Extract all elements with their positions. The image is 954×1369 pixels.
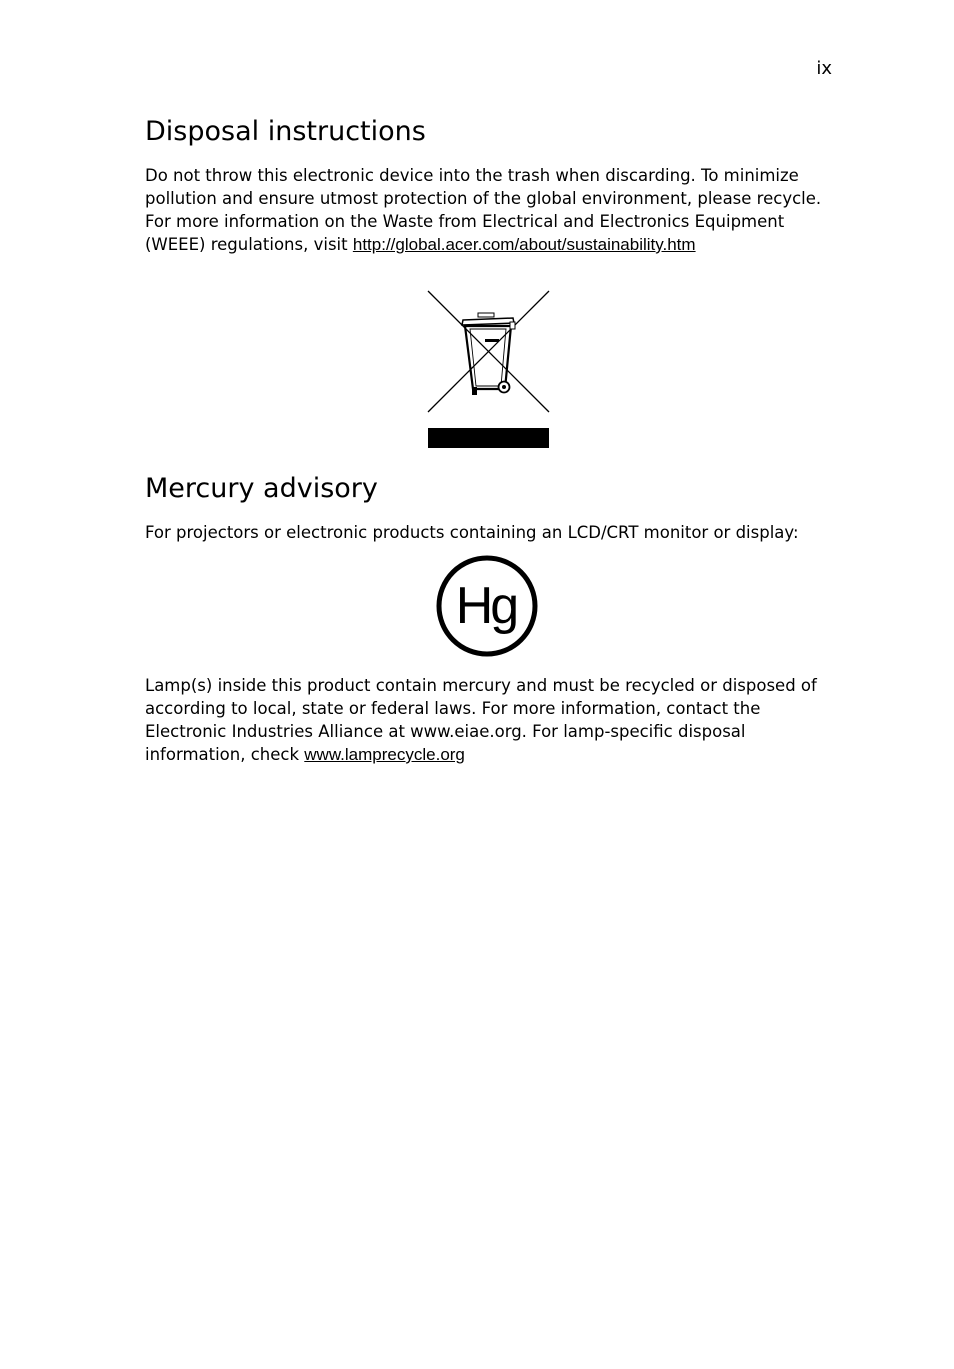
disposal-body-text: Do not throw this electronic device into the trash when discarding. To minimize pollution and ensure utmost protection of the global environment, please recycle. For more information on the Waste from Electrical and Electronics Equipment (WEEE) regulations, visit (145, 166, 822, 254)
mercury-body-text: Lamp(s) inside this product contain mercury and must be recycled or disposed of according to local, state or federal laws. For more information, contact the Electronic Industries Alliance at www.eiae.org. For lamp-specific disposal information, check (145, 676, 817, 764)
mercury-hg-icon (434, 553, 540, 659)
mercury-intro-text: For projectors or electronic products containing an LCD/CRT monitor or display: (145, 523, 799, 542)
disposal-heading: Disposal instructions (145, 116, 426, 147)
page-number: ix (816, 58, 832, 79)
mercury-heading: Mercury advisory (145, 473, 378, 504)
hg-symbol-label: Hg (455, 577, 517, 635)
lamprecycle-link[interactable]: www.lamprecycle.org (304, 745, 465, 764)
weee-crossed-out-bin-icon (427, 289, 551, 451)
acer-sustainability-link[interactable]: http://global.acer.com/about/sustainability.htm (352, 235, 696, 254)
disposal-paragraph (145, 164, 835, 256)
mercury-paragraph (145, 674, 835, 766)
